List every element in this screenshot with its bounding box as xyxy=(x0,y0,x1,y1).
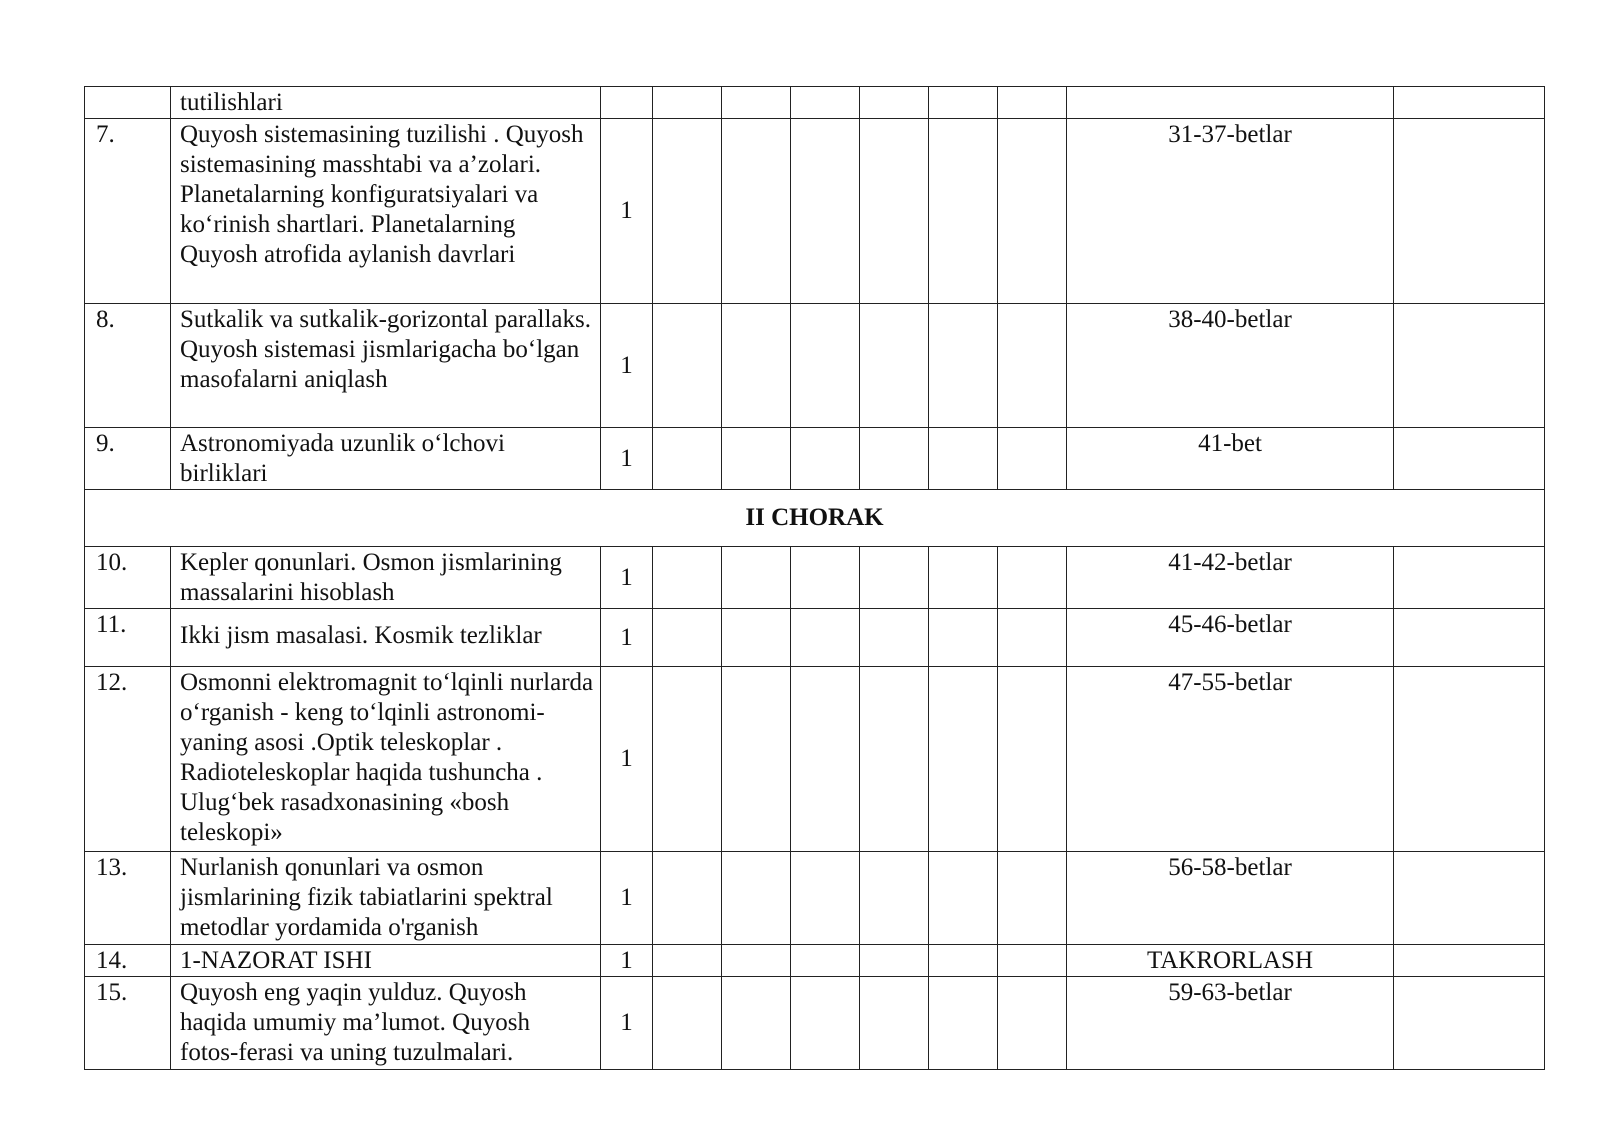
textbook-pages: 45-46-betlar xyxy=(1067,609,1394,667)
empty-cell xyxy=(929,609,998,667)
section-header-row xyxy=(85,490,1545,547)
lesson-hours: 1 xyxy=(601,304,653,428)
textbook-pages: 59-63-betlar xyxy=(1067,977,1394,1070)
empty-cell xyxy=(722,977,791,1070)
empty-cell xyxy=(860,945,929,977)
textbook-pages: 38-40-betlar xyxy=(1067,304,1394,428)
empty-cell xyxy=(653,87,722,119)
empty-cell xyxy=(653,547,722,609)
notes-cell xyxy=(1394,945,1545,977)
empty-cell xyxy=(722,547,791,609)
empty-cell xyxy=(860,428,929,490)
empty-cell xyxy=(929,667,998,852)
empty-cell xyxy=(653,119,722,304)
lesson-plan-table xyxy=(84,86,1545,1070)
empty-cell xyxy=(653,945,722,977)
empty-cell xyxy=(998,977,1067,1070)
empty-cell xyxy=(860,547,929,609)
table-row xyxy=(85,304,1545,428)
empty-cell xyxy=(860,304,929,428)
empty-cell xyxy=(653,304,722,428)
lesson-number xyxy=(85,87,171,119)
lesson-number: 12. xyxy=(85,667,171,852)
empty-cell xyxy=(998,852,1067,945)
empty-cell xyxy=(722,428,791,490)
empty-cell xyxy=(998,609,1067,667)
lesson-number: 15. xyxy=(85,977,171,1070)
textbook-pages: 47-55-betlar xyxy=(1067,667,1394,852)
empty-cell xyxy=(791,852,860,945)
empty-cell xyxy=(929,87,998,119)
empty-cell xyxy=(860,667,929,852)
lesson-topic: tutilishlari xyxy=(171,87,601,119)
table-row xyxy=(85,547,1545,609)
lesson-hours: 1 xyxy=(601,945,653,977)
empty-cell xyxy=(860,609,929,667)
lesson-hours: 1 xyxy=(601,852,653,945)
lesson-topic: Ikki jism masalasi. Kosmik tezliklar xyxy=(171,609,601,667)
empty-cell xyxy=(791,609,860,667)
notes-cell xyxy=(1394,667,1545,852)
lesson-topic: Quyosh sistemasining tuzilishi . Quyosh sistemasining masshtabi va a’zolari. Planetalarning konfiguratsiyalari va ko‘rinish shartlari. Planetalarning Quyosh atrofida aylanish davrlari xyxy=(171,119,601,304)
empty-cell xyxy=(791,304,860,428)
empty-cell xyxy=(860,977,929,1070)
lesson-number: 7. xyxy=(85,119,171,304)
empty-cell xyxy=(653,609,722,667)
notes-cell xyxy=(1394,428,1545,490)
textbook-pages: 56-58-betlar xyxy=(1067,852,1394,945)
empty-cell xyxy=(998,304,1067,428)
table-row xyxy=(85,119,1545,304)
table-row xyxy=(85,609,1545,667)
lesson-hours: 1 xyxy=(601,977,653,1070)
lesson-number: 11. xyxy=(85,609,171,667)
table-row xyxy=(85,977,1545,1070)
empty-cell xyxy=(653,977,722,1070)
lesson-topic: Osmonni elektromagnit to‘lqinli nurlarda o‘rganish - keng to‘lqinli astronomi-yaning asosi .Optik teleskoplar . Radioteleskoplar haqida tushuncha . Ulug‘bek rasadxonasining «bosh teleskopi» xyxy=(171,667,601,852)
empty-cell xyxy=(791,977,860,1070)
empty-cell xyxy=(722,304,791,428)
notes-cell xyxy=(1394,977,1545,1070)
lesson-hours: 1 xyxy=(601,119,653,304)
textbook-pages: 41-bet xyxy=(1067,428,1394,490)
empty-cell xyxy=(791,945,860,977)
empty-cell xyxy=(998,119,1067,304)
empty-cell xyxy=(722,609,791,667)
lesson-topic: 1-NAZORAT ISHI xyxy=(171,945,601,977)
notes-cell xyxy=(1394,304,1545,428)
lesson-hours: 1 xyxy=(601,667,653,852)
table-row xyxy=(85,428,1545,490)
empty-cell xyxy=(722,945,791,977)
textbook-pages: 41-42-betlar xyxy=(1067,547,1394,609)
empty-cell xyxy=(929,547,998,609)
notes-cell xyxy=(1394,119,1545,304)
notes-cell xyxy=(1394,852,1545,945)
empty-cell xyxy=(653,852,722,945)
notes-cell xyxy=(1394,547,1545,609)
empty-cell xyxy=(998,428,1067,490)
empty-cell xyxy=(653,428,722,490)
lesson-hours: 1 xyxy=(601,609,653,667)
empty-cell xyxy=(929,852,998,945)
lesson-topic: Quyosh eng yaqin yulduz. Quyosh haqida umumiy ma’lumot. Quyosh fotos-ferasi va uning tuzulmalari. xyxy=(171,977,601,1070)
lesson-hours xyxy=(601,87,653,119)
lesson-plan-body xyxy=(85,87,1545,1070)
lesson-hours: 1 xyxy=(601,547,653,609)
lesson-topic: Astronomiyada uzunlik o‘lchovi birliklari xyxy=(171,428,601,490)
empty-cell xyxy=(722,852,791,945)
notes-cell xyxy=(1394,609,1545,667)
empty-cell xyxy=(998,547,1067,609)
empty-cell xyxy=(722,119,791,304)
empty-cell xyxy=(860,852,929,945)
section-title: II CHORAK xyxy=(85,490,1545,547)
lesson-hours: 1 xyxy=(601,428,653,490)
empty-cell xyxy=(929,977,998,1070)
textbook-pages xyxy=(1067,87,1394,119)
textbook-pages: 31-37-betlar xyxy=(1067,119,1394,304)
table-row xyxy=(85,667,1545,852)
lesson-topic: Kepler qonunlari. Osmon jismlarining massalarini hisoblash xyxy=(171,547,601,609)
empty-cell xyxy=(998,667,1067,852)
empty-cell xyxy=(791,547,860,609)
empty-cell xyxy=(929,945,998,977)
lesson-number: 8. xyxy=(85,304,171,428)
empty-cell xyxy=(929,304,998,428)
lesson-topic: Sutkalik va sutkalik-gorizontal parallaks. Quyosh sistemasi jismlarigacha bo‘lgan masofalarni aniqlash xyxy=(171,304,601,428)
empty-cell xyxy=(998,87,1067,119)
empty-cell xyxy=(653,667,722,852)
empty-cell xyxy=(860,87,929,119)
empty-cell xyxy=(791,428,860,490)
lesson-topic: Nurlanish qonunlari va osmon jismlarining fizik tabiatlarini spektral metodlar yordamida o'rganish xyxy=(171,852,601,945)
lesson-number: 10. xyxy=(85,547,171,609)
empty-cell xyxy=(722,87,791,119)
notes-cell xyxy=(1394,87,1545,119)
empty-cell xyxy=(791,667,860,852)
lesson-number: 13. xyxy=(85,852,171,945)
textbook-pages: TAKRORLASH xyxy=(1067,945,1394,977)
empty-cell xyxy=(791,87,860,119)
lesson-number: 14. xyxy=(85,945,171,977)
empty-cell xyxy=(929,428,998,490)
empty-cell xyxy=(722,667,791,852)
empty-cell xyxy=(929,119,998,304)
empty-cell xyxy=(998,945,1067,977)
table-row xyxy=(85,945,1545,977)
table-row xyxy=(85,852,1545,945)
table-row xyxy=(85,87,1545,119)
empty-cell xyxy=(791,119,860,304)
empty-cell xyxy=(860,119,929,304)
lesson-number: 9. xyxy=(85,428,171,490)
